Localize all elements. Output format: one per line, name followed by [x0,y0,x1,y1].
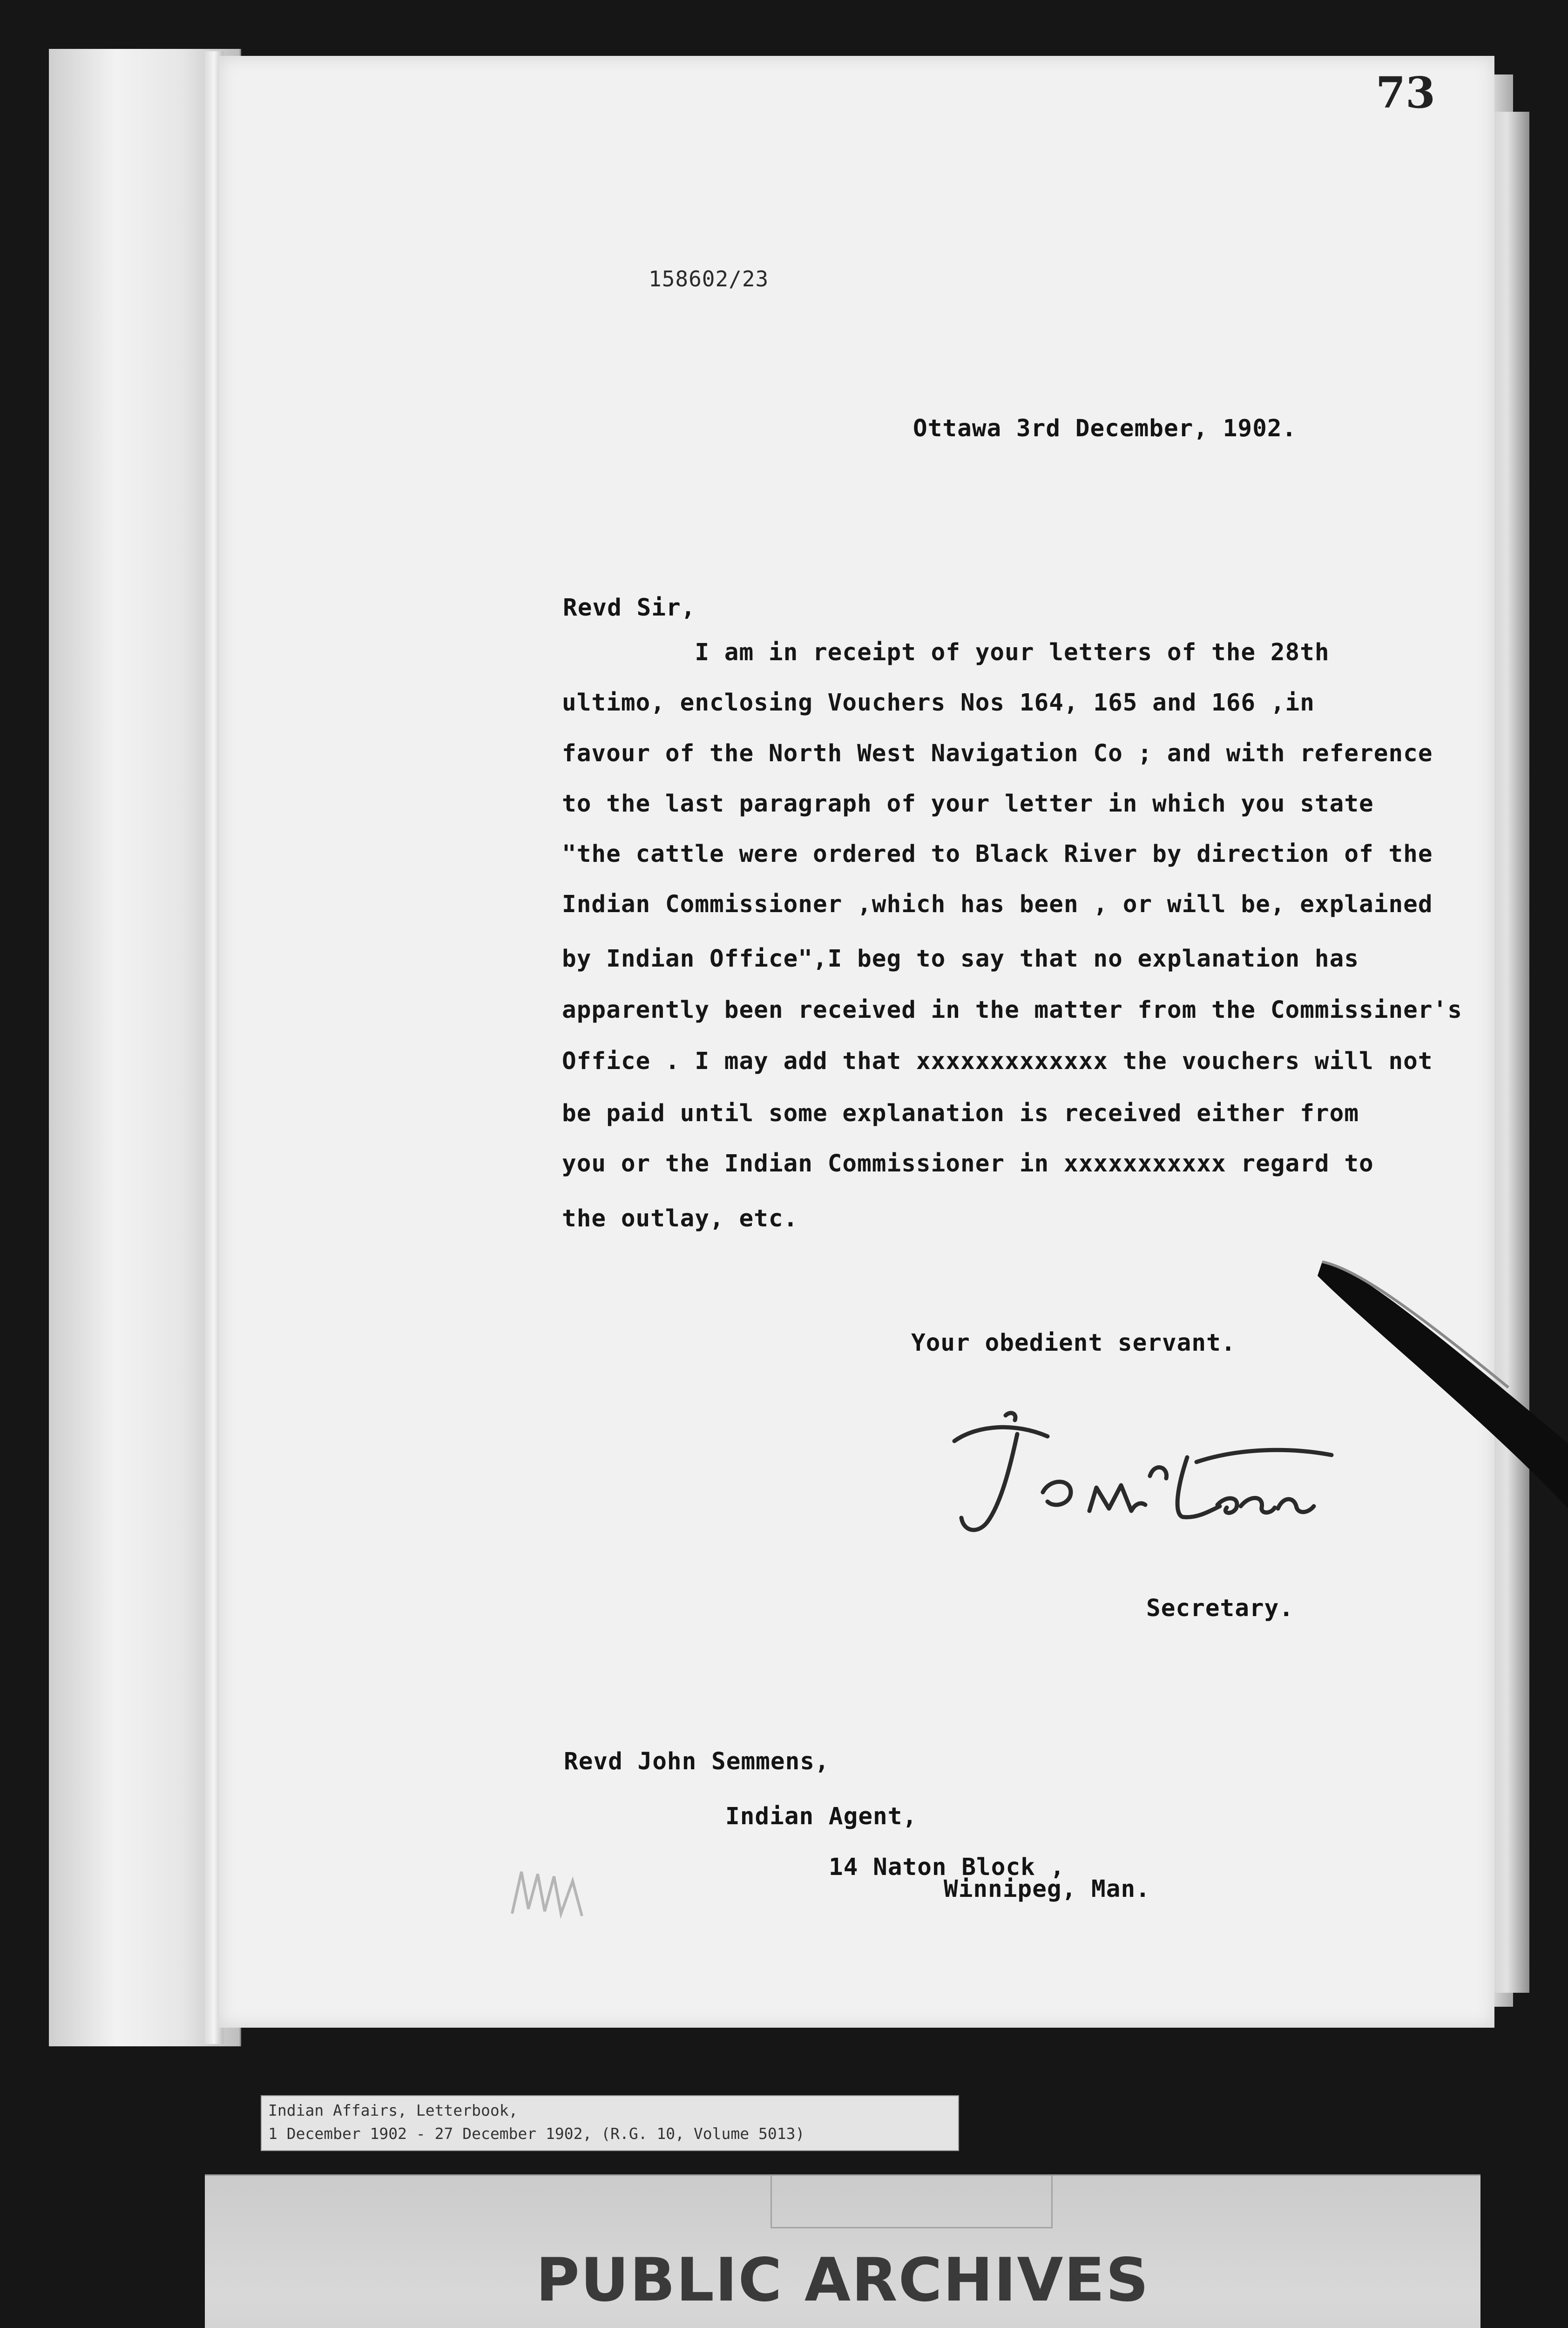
addressee-role: Indian Agent, [725,1803,918,1830]
caption-line: 1 December 1902 - 27 December 1902, (R.G. 10, Volume 5013) [268,2125,805,2143]
handwritten-signature [936,1397,1364,1555]
body-line: ultimo, enclosing Vouchers Nos 164, 165 and 166 ,in [562,689,1315,717]
closing: Your obedient servant. [911,1329,1236,1357]
stamp-line: PUBLIC ARCHIVES [536,2246,1149,2315]
body-line: by Indian Office",I beg to say that no explanation has [562,945,1359,973]
addressee-name: Revd John Semmens, [564,1748,830,1775]
body-line: you or the Indian Commissioner in xxxxxxxxxxx regard to [562,1150,1374,1178]
body-line: Office . I may add that xxxxxxxxxxxxx the vouchers will not [562,1048,1433,1075]
pointer-pencil [1313,1248,1568,1509]
body-line: Indian Commissioner ,which has been , or will be, explained [562,891,1433,918]
body-line: favour of the North West Navigation Co ; and with reference [562,740,1433,767]
body-line: I am in receipt of your letters of the 28th [562,639,1330,666]
archives-stamp [205,2174,1480,2328]
body-line: to the last paragraph of your letter in which you state [562,790,1374,818]
archival-caption-label [261,2095,959,2151]
stamp-tab [770,2176,1053,2228]
signer-title: Secretary. [1146,1595,1294,1622]
file-number: 158602/23 [649,266,769,291]
salutation: Revd Sir, [563,594,696,622]
caption-line: Indian Affairs, Letterbook, [268,2101,518,2119]
body-line: be paid until some explanation is received either from [562,1100,1359,1127]
faint-pencil-mark [503,1853,633,1928]
dateline: Ottawa 3rd December, 1902. [913,415,1297,442]
body-line: the outlay, etc. [562,1205,798,1232]
body-line: apparently been received in the matter from the Commissiner's [562,996,1462,1024]
folio-number: 73 [1376,68,1436,118]
addressee-street: 14 Naton Block , [829,1854,1065,1881]
letter-sheet [219,56,1494,2028]
addressee-city: Winnipeg, Man. [944,1875,1150,1903]
body-line: "the cattle were ordered to Black River by direction of the [562,840,1433,868]
